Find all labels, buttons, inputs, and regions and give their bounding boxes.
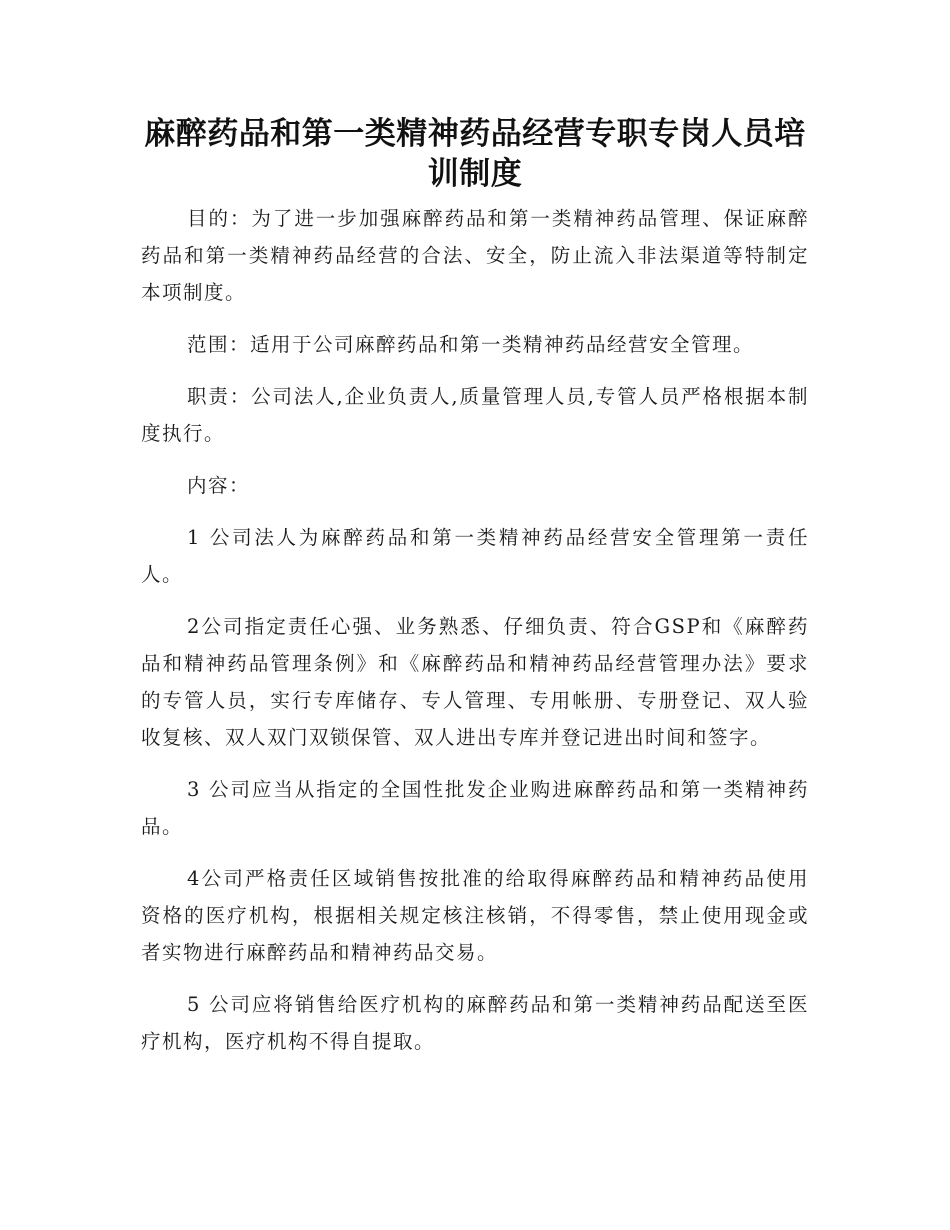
paragraph-responsibility: 职责：公司法人,企业负责人,质量管理人员,专管人员严格根据本制度执行。 [141,385,809,445]
document-body [141,200,809,1075]
paragraph-item-1: 1 公司法人为麻醉药品和第一类精神药品经营安全管理第一责任人。 [141,526,809,586]
paragraph-item-5: 5 公司应将销售给医疗机构的麻醉药品和第一类精神药品配送至医疗机构，医疗机构不得自提取。 [141,993,809,1053]
paragraph-scope: 范围：适用于公司麻醉药品和第一类精神药品经营安全管理。 [187,333,755,356]
paragraph-item-4: 4公司严格责任区域销售按批准的给取得麻醉药品和精神药品使用资格的医疗机构，根据相关规定核注核销，不得零售，禁止使用现金或者实物进行麻醉药品和精神药品交易。 [141,867,809,964]
paragraph-item-3: 3 公司应当从指定的全国性批发企业购进麻醉药品和第一类精神药品。 [141,778,809,838]
paragraph-purpose: 目的：为了进一步加强麻醉药品和第一类精神药品管理、保证麻醉药品和第一类精神药品经营的合法、安全，防止流入非法渠道等特制定本项制度。 [141,207,809,304]
paragraph-content-heading: 内容： [187,474,251,497]
paragraph-item-2: 2公司指定责任心强、业务熟悉、仔细负责、符合GSP和《麻醉药品和精神药品管理条例》和《麻醉药品和精神药品经营管理办法》要求的专管人员，实行专库储存、专人管理、专用帐册、专册登记、双人验收复核、双人双门双锁保管、双人进出专库并登记进出时间和签字。 [141,615,809,749]
document-title: 麻醉药品和第一类精神药品经营专职专岗人员培训制度 [144,116,806,192]
